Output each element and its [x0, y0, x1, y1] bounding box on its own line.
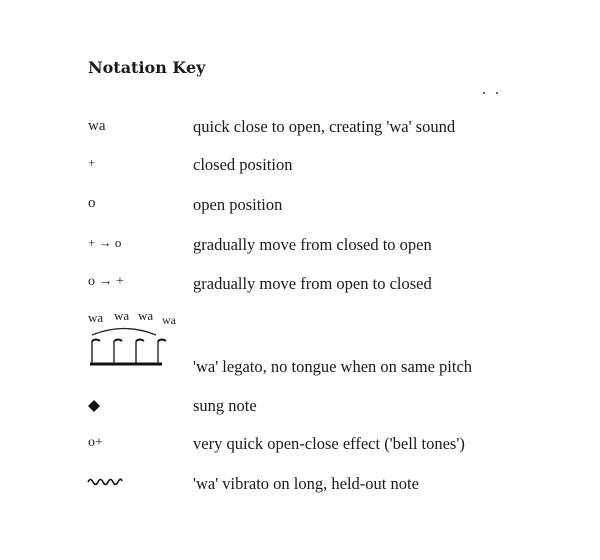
- description-closed-to-open: gradually move from closed to open: [193, 235, 432, 254]
- diamond-icon: [87, 399, 101, 413]
- legato-label: wa: [162, 313, 176, 327]
- legato-notation-icon: [86, 308, 186, 370]
- scan-speck: [496, 92, 498, 94]
- note-flag: [158, 340, 166, 342]
- description-vibrato: 'wa' vibrato on long, held-out note: [193, 474, 419, 493]
- description-wa: quick close to open, creating 'wa' sound: [193, 117, 456, 136]
- note-flag: [114, 340, 122, 342]
- symbol-open: o: [88, 195, 96, 211]
- symbol-open-to-closed: o → +: [88, 274, 124, 289]
- legato-label: wa: [114, 308, 130, 323]
- slur-arc: [92, 329, 156, 336]
- description-bell-tones: very quick open-close effect ('bell tones'): [193, 434, 465, 453]
- description-open-to-closed: gradually move from open to closed: [193, 274, 432, 293]
- symbol-closed: +: [88, 155, 96, 170]
- scan-speck: [483, 92, 485, 94]
- note-flag: [136, 340, 144, 342]
- note-flag: [92, 340, 100, 342]
- legato-label: wa: [138, 308, 154, 323]
- notation-key-title: Notation Key: [88, 58, 206, 77]
- legato-label: wa: [88, 310, 104, 325]
- symbol-open-close: o+: [88, 435, 103, 450]
- description-sung-note: sung note: [193, 396, 257, 415]
- description-closed: closed position: [193, 155, 293, 174]
- symbol-wa: wa: [88, 118, 106, 134]
- description-open: open position: [193, 195, 283, 214]
- description-legato: 'wa' legato, no tongue when on same pitch: [193, 357, 473, 376]
- symbol-closed-to-open: + → o: [88, 235, 122, 250]
- wavy-line-icon: [87, 476, 123, 486]
